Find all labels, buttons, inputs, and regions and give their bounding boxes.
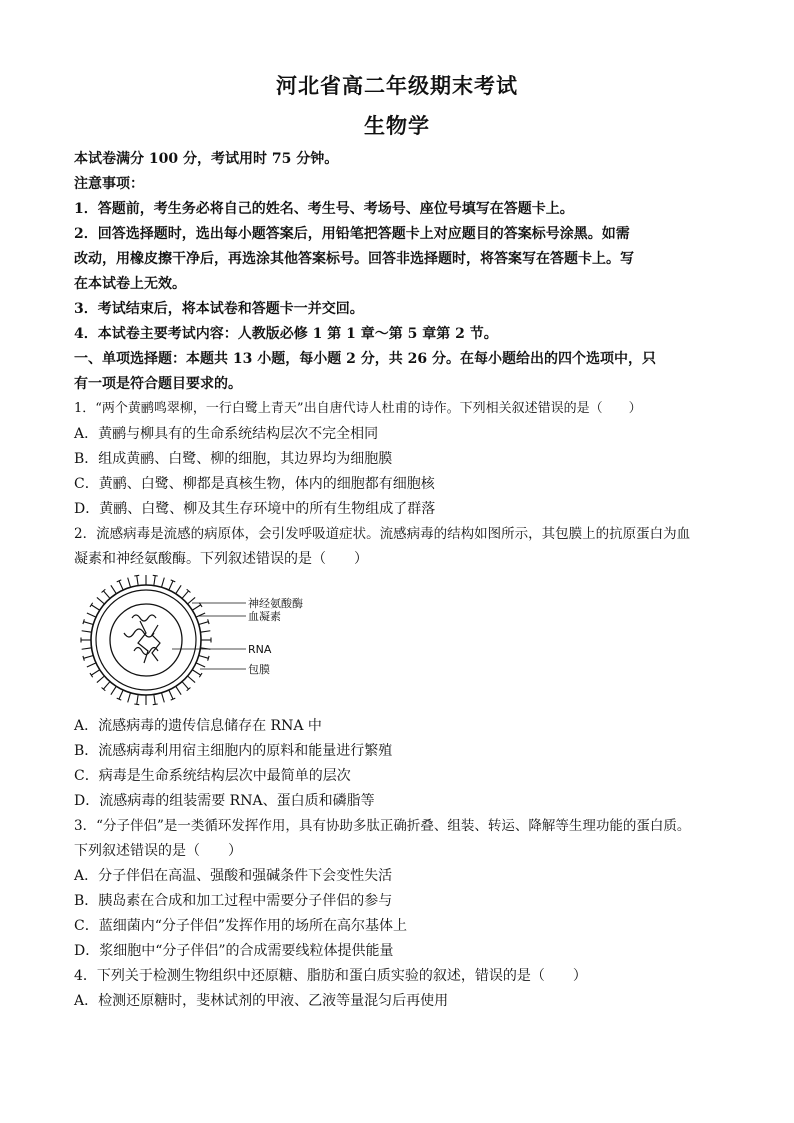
note-2-end: 在本试卷上无效。	[74, 276, 186, 292]
q3-stem-cont: 下列叙述错误的是（ ）	[74, 843, 242, 859]
label-neuraminidase: 神经氨酸酶	[248, 597, 303, 610]
q2-stem-cont: 凝素和神经氨酸酶。下列叙述错误的是（ ）	[74, 551, 368, 567]
spike-line	[111, 585, 116, 593]
spike-line	[188, 676, 196, 683]
spike-line	[192, 605, 200, 610]
q2-option-d: D．流感病毒的组装需要 RNA、蛋白质和磷脂等	[74, 793, 375, 809]
spike-cap	[153, 575, 158, 576]
note-1: 1．答题前，考生务必将自己的姓名、考生号、考场号、座位号填写在答题卡上。	[74, 201, 574, 217]
score-time: 本试卷满分 100 分，考试用时 75 分钟。	[74, 151, 339, 167]
spike-line	[87, 613, 96, 617]
spike-line	[103, 591, 110, 599]
label-hemagglutinin: 血凝素	[248, 610, 281, 623]
spike-cap	[134, 575, 139, 576]
subject-title: 生物学	[364, 113, 430, 138]
spike-line	[196, 613, 205, 617]
q1-option-b: B．组成黄鹂、白鹭、柳的细胞，其边界均为细胞膜	[74, 451, 393, 467]
spike-line	[97, 597, 105, 604]
spike-line	[84, 655, 94, 658]
influenza-virus-figure	[74, 573, 314, 708]
spike-line	[84, 622, 94, 625]
spike-line	[169, 690, 173, 699]
label-rna: RNA	[248, 643, 272, 656]
spike-line	[82, 648, 92, 649]
spike-line	[199, 655, 209, 658]
spike-line	[137, 576, 138, 586]
q3-option-a: A．分子伴侣在高温、强酸和强碱条件下会变性失活	[74, 868, 393, 884]
q3-option-b: B．胰岛素在合成和加工过程中需要分子伴侣的参与	[74, 893, 393, 909]
note-3: 3．考试结束后，将本试卷和答题卡一并交回。	[74, 301, 364, 317]
exam-title: 河北省高二年级期末考试	[276, 73, 518, 98]
spike-line	[182, 682, 189, 690]
spike-line	[161, 693, 164, 703]
note-4: 4．本试卷主要考试内容：人教版必修 1 第 1 章～第 5 章第 2 节。	[74, 326, 498, 342]
section-heading-cont: 有一项是符合题目要求的。	[74, 376, 242, 392]
q1-option-c: C．黄鹂、白鹭、柳都是真核生物，体内的细胞都有细胞核	[74, 476, 435, 492]
notice-heading: 注意事项：	[74, 176, 144, 192]
spike-line	[128, 578, 131, 588]
section-heading: 一、单项选择题：本题共 13 小题，每小题 2 分，共 26 分。在每小题给出的四个选项中，只	[74, 351, 656, 367]
spike-line	[103, 682, 110, 690]
spike-line	[192, 670, 200, 675]
q2-option-b: B．流感病毒利用宿主细胞内的原料和能量进行繁殖	[74, 743, 393, 759]
spike-line	[182, 591, 189, 599]
spike-cap	[83, 619, 84, 624]
spike-line	[169, 581, 173, 590]
spike-cap	[153, 704, 158, 705]
capsid-circle	[110, 604, 182, 676]
spike-line	[119, 690, 123, 699]
spike-line	[128, 693, 131, 703]
rna-strands	[124, 615, 160, 663]
spike-line	[91, 670, 99, 675]
outer-envelope-line	[91, 585, 201, 695]
q4-stem: 4．下列关于检测生物组织中还原糖、脂肪和蛋白质实验的叙述，错误的是（ ）	[74, 968, 587, 984]
q3-stem: 3．“分子伴侣”是一类循环发挥作用，具有协助多肽正确折叠、组装、转运、降解等生理功能的蛋白质。	[74, 818, 691, 834]
q2-stem: 2．流感病毒是流感的病原体，会引发呼吸道症状。流感病毒的结构如图所示，其包膜上的抗原蛋白为血	[74, 526, 691, 542]
q1-stem: 1．“两个黄鹂鸣翠柳，一行白鹭上青天”出自唐代诗人杜甫的诗作。下列相关叙述错误的是（ ）	[74, 401, 642, 416]
spike-line	[111, 686, 116, 694]
spike-line	[87, 663, 96, 667]
spike-cap	[208, 619, 209, 624]
note-2-cont: 改动，用橡皮擦干净后，再选涂其他答案标号。回答非选择题时，将答案写在答题卡上。写	[74, 251, 634, 267]
spike-line	[196, 663, 205, 667]
q1-option-d: D．黄鹂、白鹭、柳及其生存环境中的所有生物组成了群落	[74, 501, 436, 517]
q1-option-a: A．黄鹂与柳具有的生命系统结构层次不完全相同	[74, 426, 379, 442]
q3-option-c: C．蓝细菌内“分子伴侣”发挥作用的场所在高尔基体上	[74, 918, 408, 934]
spike-cap	[208, 656, 209, 661]
spike-line	[154, 694, 155, 704]
q2-option-a: A．流感病毒的遗传信息储存在 RNA 中	[74, 718, 322, 734]
q3-option-d: D．浆细胞中“分子伴侣”的合成需要线粒体提供能量	[74, 943, 394, 959]
inner-envelope-line	[96, 590, 196, 690]
note-2: 2．回答选择题时，选出每小题答案后，用铅笔把答题卡上对应题目的答案标号涂黑。如需	[74, 226, 630, 242]
surface-spikes	[81, 575, 211, 705]
q4-option-a: A．检测还原糖时，斐林试剂的甲液、乙液等量混匀后再使用	[74, 993, 449, 1009]
spike-line	[176, 585, 181, 593]
spike-cap	[83, 656, 84, 661]
spike-line	[82, 631, 92, 632]
spike-line	[200, 631, 210, 632]
spike-line	[199, 622, 209, 625]
spike-line	[137, 694, 138, 704]
spike-line	[119, 581, 123, 590]
label-envelope: 包膜	[248, 663, 270, 676]
spike-line	[91, 605, 99, 610]
spike-line	[97, 676, 105, 683]
q2-option-c: C．病毒是生命系统结构层次中最简单的层次	[74, 768, 351, 784]
spike-line	[176, 686, 181, 694]
spike-line	[154, 576, 155, 586]
spike-line	[161, 578, 164, 588]
spike-cap	[134, 704, 139, 705]
